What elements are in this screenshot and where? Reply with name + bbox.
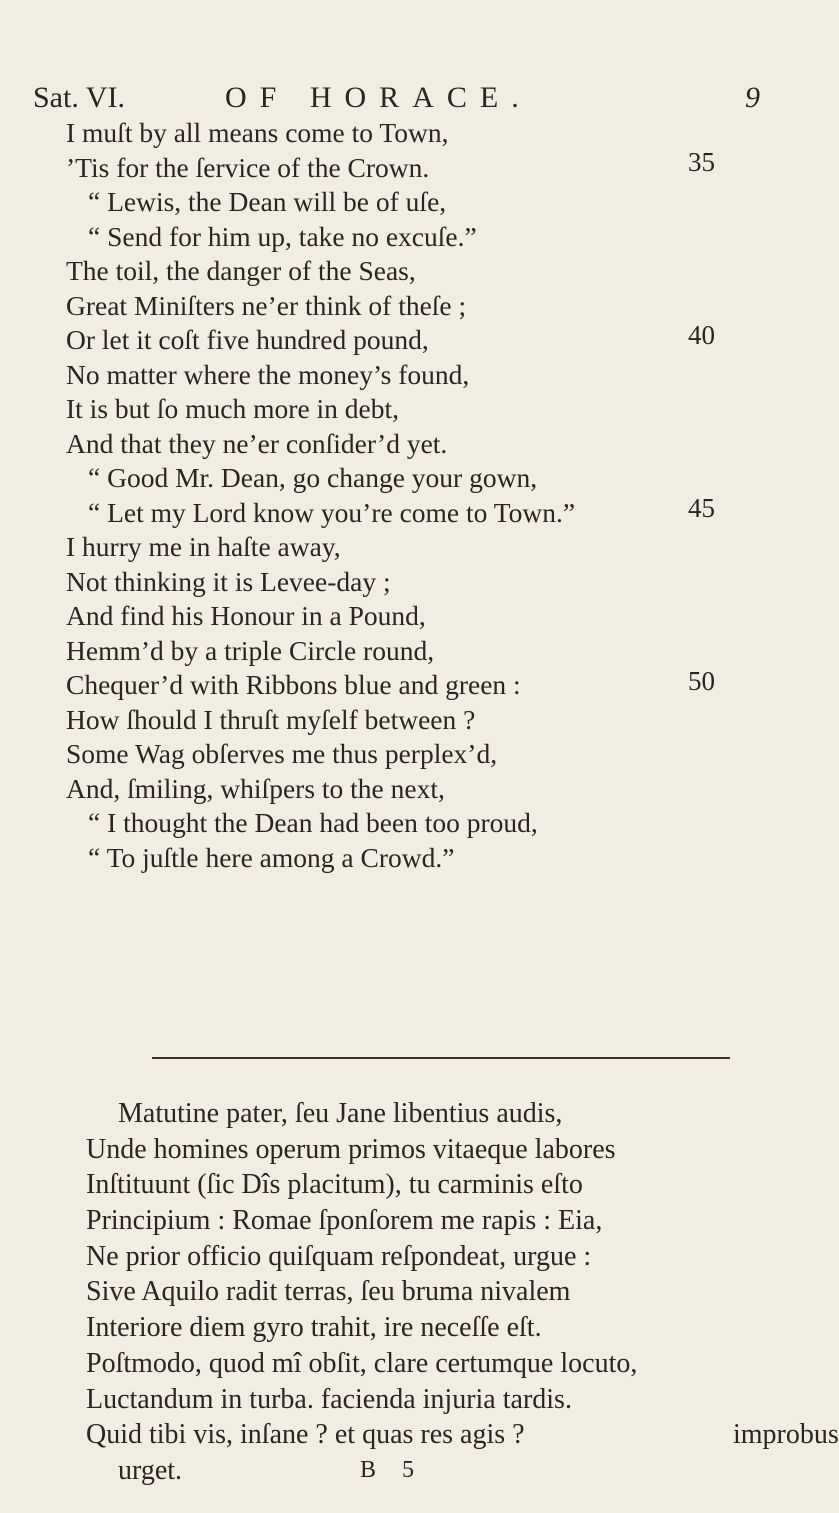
latin-line: Matutine pater, ſeu Jane libentius audis, (118, 1098, 563, 1129)
latin-line: Poſtmodo, quod mî obſit, clare certumque locuto, (86, 1347, 638, 1379)
line-number: 50 (688, 666, 715, 696)
verse-line: “ Let my Lord know you’re come to Town.” (88, 496, 576, 528)
latin-continuation: urget. (118, 1454, 183, 1486)
verse-line: And that they ne’er conſider’d yet. (66, 427, 448, 459)
english-verse (66, 116, 626, 875)
satire-label: Sat. VI. (33, 81, 125, 114)
verse-line: It is but ſo much more in debt, (66, 393, 400, 424)
verse-line: And find his Honour in a Pound, (66, 600, 426, 631)
verse-line: I muſt by all means come to Town, (66, 117, 449, 148)
latin-line: Interiore diem gyro trahit, ire neceſſe eſt. (86, 1312, 542, 1344)
latin-line: Principium : Romae ſponſorem me rapis : Eia, (86, 1205, 603, 1237)
latin-line: Luctandum in turba. facienda injuria tardis. (86, 1383, 572, 1415)
line-number: 45 (688, 493, 715, 523)
latin-line: Inſtituunt (ſic Dîs placitum), tu carminis eſto (86, 1169, 583, 1201)
line-number: 40 (688, 320, 715, 350)
verse-line: ’Tis for the ſervice of the Crown. (66, 151, 430, 183)
verse-line: Or let it coſt five hundred pound, (66, 324, 429, 355)
running-title: OF HORACE. (225, 81, 532, 114)
latin-line: Sive Aquilo radit terras, ſeu bruma nivalem (86, 1276, 571, 1308)
verse-line: Hemm’d by a triple Circle round, (66, 634, 435, 666)
printer-signature: B 5 (360, 1457, 425, 1483)
latin-overflow-word: improbus (733, 1419, 839, 1451)
verse-line: “ To juſtle here among a Crowd.” (88, 841, 455, 873)
latin-line: Unde homines operum primos vitaeque labores (86, 1133, 616, 1165)
verse-line: Some Wag obſerves me thus perplex’d, (66, 738, 498, 769)
line-number: 35 (688, 147, 715, 177)
latin-line: Quid tibi vis, inſane ? et quas res agis ? (86, 1419, 525, 1451)
verse-line: Chequer’d with Ribbons blue and green : (66, 669, 521, 700)
latin-text (86, 1096, 839, 1489)
latin-line-wrapped (86, 1417, 839, 1453)
verse-line: “ Send for him up, take no excuſe.” (88, 220, 477, 252)
verse-line: “ I thought the Dean had been too proud, (88, 807, 538, 838)
verse-line: And, ſmiling, whiſpers to the next, (66, 772, 445, 804)
verse-line: Great Miniſters ne’er think of theſe ; (66, 289, 467, 321)
section-divider (152, 1057, 730, 1059)
latin-line: Ne prior officio quiſquam reſpondeat, urgue : (86, 1240, 592, 1272)
verse-line: “ Good Mr. Dean, go change your gown, (88, 462, 538, 493)
running-header (33, 78, 760, 118)
verse-line: The toil, the danger of the Seas, (66, 255, 416, 286)
page-number: 9 (745, 81, 760, 114)
verse-line: Not thinking it is Levee-day ; (66, 565, 391, 597)
verse-line: How ſhould I thruſt myſelf between ? (66, 703, 476, 735)
verse-line: I hurry me in haſte away, (66, 531, 341, 562)
verse-line: No matter where the money’s found, (66, 358, 470, 390)
verse-line: “ Lewis, the Dean will be of uſe, (88, 186, 447, 217)
